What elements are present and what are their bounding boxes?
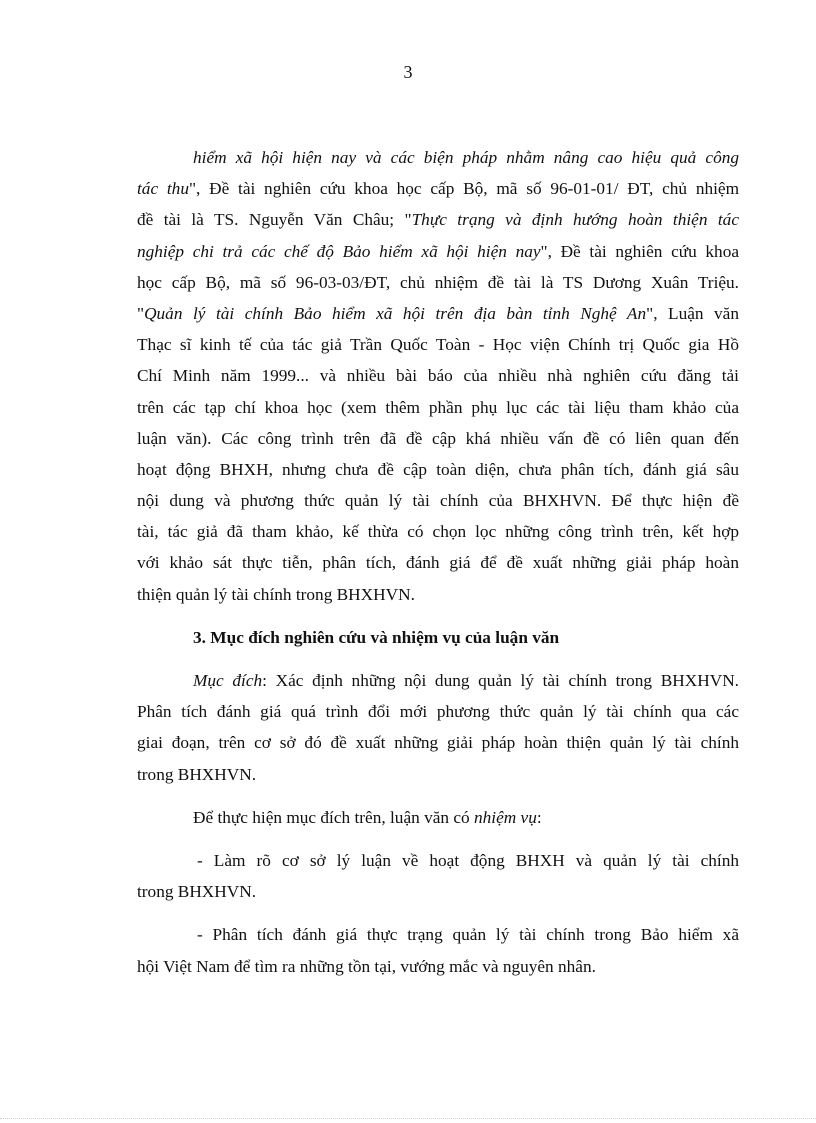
text-line: hội Việt Nam để tìm ra những tồn tại, vướng mắc và nguyên nhân.	[137, 956, 596, 976]
text-line: tài, tác giả đã tham khảo, kế thừa có chọn lọc những công trình trên, kết hợp	[137, 522, 739, 542]
text-line: hiểm xã hội hiện nay và các biện pháp nhằm nâng cao hiệu quả công	[193, 148, 739, 167]
text-line: trong BHXHVN.	[137, 882, 257, 902]
section-heading: 3. Mục đích nghiên cứu và nhiệm vụ của luận văn	[193, 627, 560, 647]
text-line: Chí Minh năm 1999... và nhiều bài báo của nhiều nhà nghiên cứu đăng tải	[137, 366, 739, 386]
paragraph-references	[137, 142, 739, 610]
text-line: hoạt động BHXH, nhưng chưa đề cập toàn diện, chưa phân tích, đánh giá sâu	[137, 459, 739, 479]
bullet-item	[137, 845, 739, 907]
document-body	[137, 142, 739, 982]
paragraph-purpose	[137, 665, 739, 790]
text-line: thiện quản lý tài chính trong BHXHVN.	[137, 584, 415, 604]
text-line: Mục đích: Xác định những nội dung quản lý tài chính trong BHXHVN.	[193, 671, 740, 690]
bullet-item	[137, 919, 739, 981]
text-line: Phân tích đánh giá quá trình đổi mới phương thức quản lý tài chính qua các	[137, 702, 739, 722]
text-line: luận văn). Các công trình trên đã đề cập khá nhiều vấn đề có liên quan đến	[137, 428, 739, 448]
text-line: "Quản lý tài chính Bảo hiểm xã hội trên địa bàn tỉnh Nghệ An", Luận văn	[137, 303, 739, 323]
text-line: Thạc sĩ kinh tế của tác giả Trần Quốc Toàn - Học viện Chính trị Quốc gia Hồ	[137, 335, 739, 355]
text-line: trên các tạp chí khoa học (xem thêm phần phụ lục các tài liệu tham khảo của	[137, 397, 739, 417]
text-line: đề tài là TS. Nguyễn Văn Châu; "Thực trạng và định hướng hoàn thiện tác	[137, 210, 739, 230]
text-line: nghiệp chi trả các chế độ Bảo hiểm xã hội hiện nay", Đề tài nghiên cứu khoa	[137, 241, 740, 261]
page-number: 3	[403, 62, 413, 82]
paragraph-tasks-intro: Để thực hiện mục đích trên, luận văn có nhiệm vụ:	[193, 807, 542, 827]
text-line: - Làm rõ cơ sở lý luận về hoạt động BHXH và quản lý tài chính	[197, 850, 739, 870]
text-line: giai đoạn, trên cơ sở đó đề xuất những giải pháp hoàn thiện quản lý tài chính	[137, 733, 739, 753]
text-line: học cấp Bộ, mã số 96-03-03/ĐT, chủ nhiệm đề tài là TS Dương Xuân Triệu.	[137, 272, 739, 292]
text-line: nội dung và phương thức quản lý tài chính của BHXHVN. Để thực hiện đề	[137, 491, 739, 511]
page-bottom-divider	[0, 1118, 816, 1119]
text-line: tác thu", Đề tài nghiên cứu khoa học cấp Bộ, mã số 96-01-01/ ĐT, chủ nhiệm	[137, 179, 740, 199]
text-line: - Phân tích đánh giá thực trạng quản lý tài chính trong Bảo hiểm xã	[197, 925, 739, 945]
text-line: trong BHXHVN.	[137, 764, 257, 784]
text-line: với khảo sát thực tiễn, phân tích, đánh giá để đề xuất những giải pháp hoàn	[137, 553, 739, 573]
